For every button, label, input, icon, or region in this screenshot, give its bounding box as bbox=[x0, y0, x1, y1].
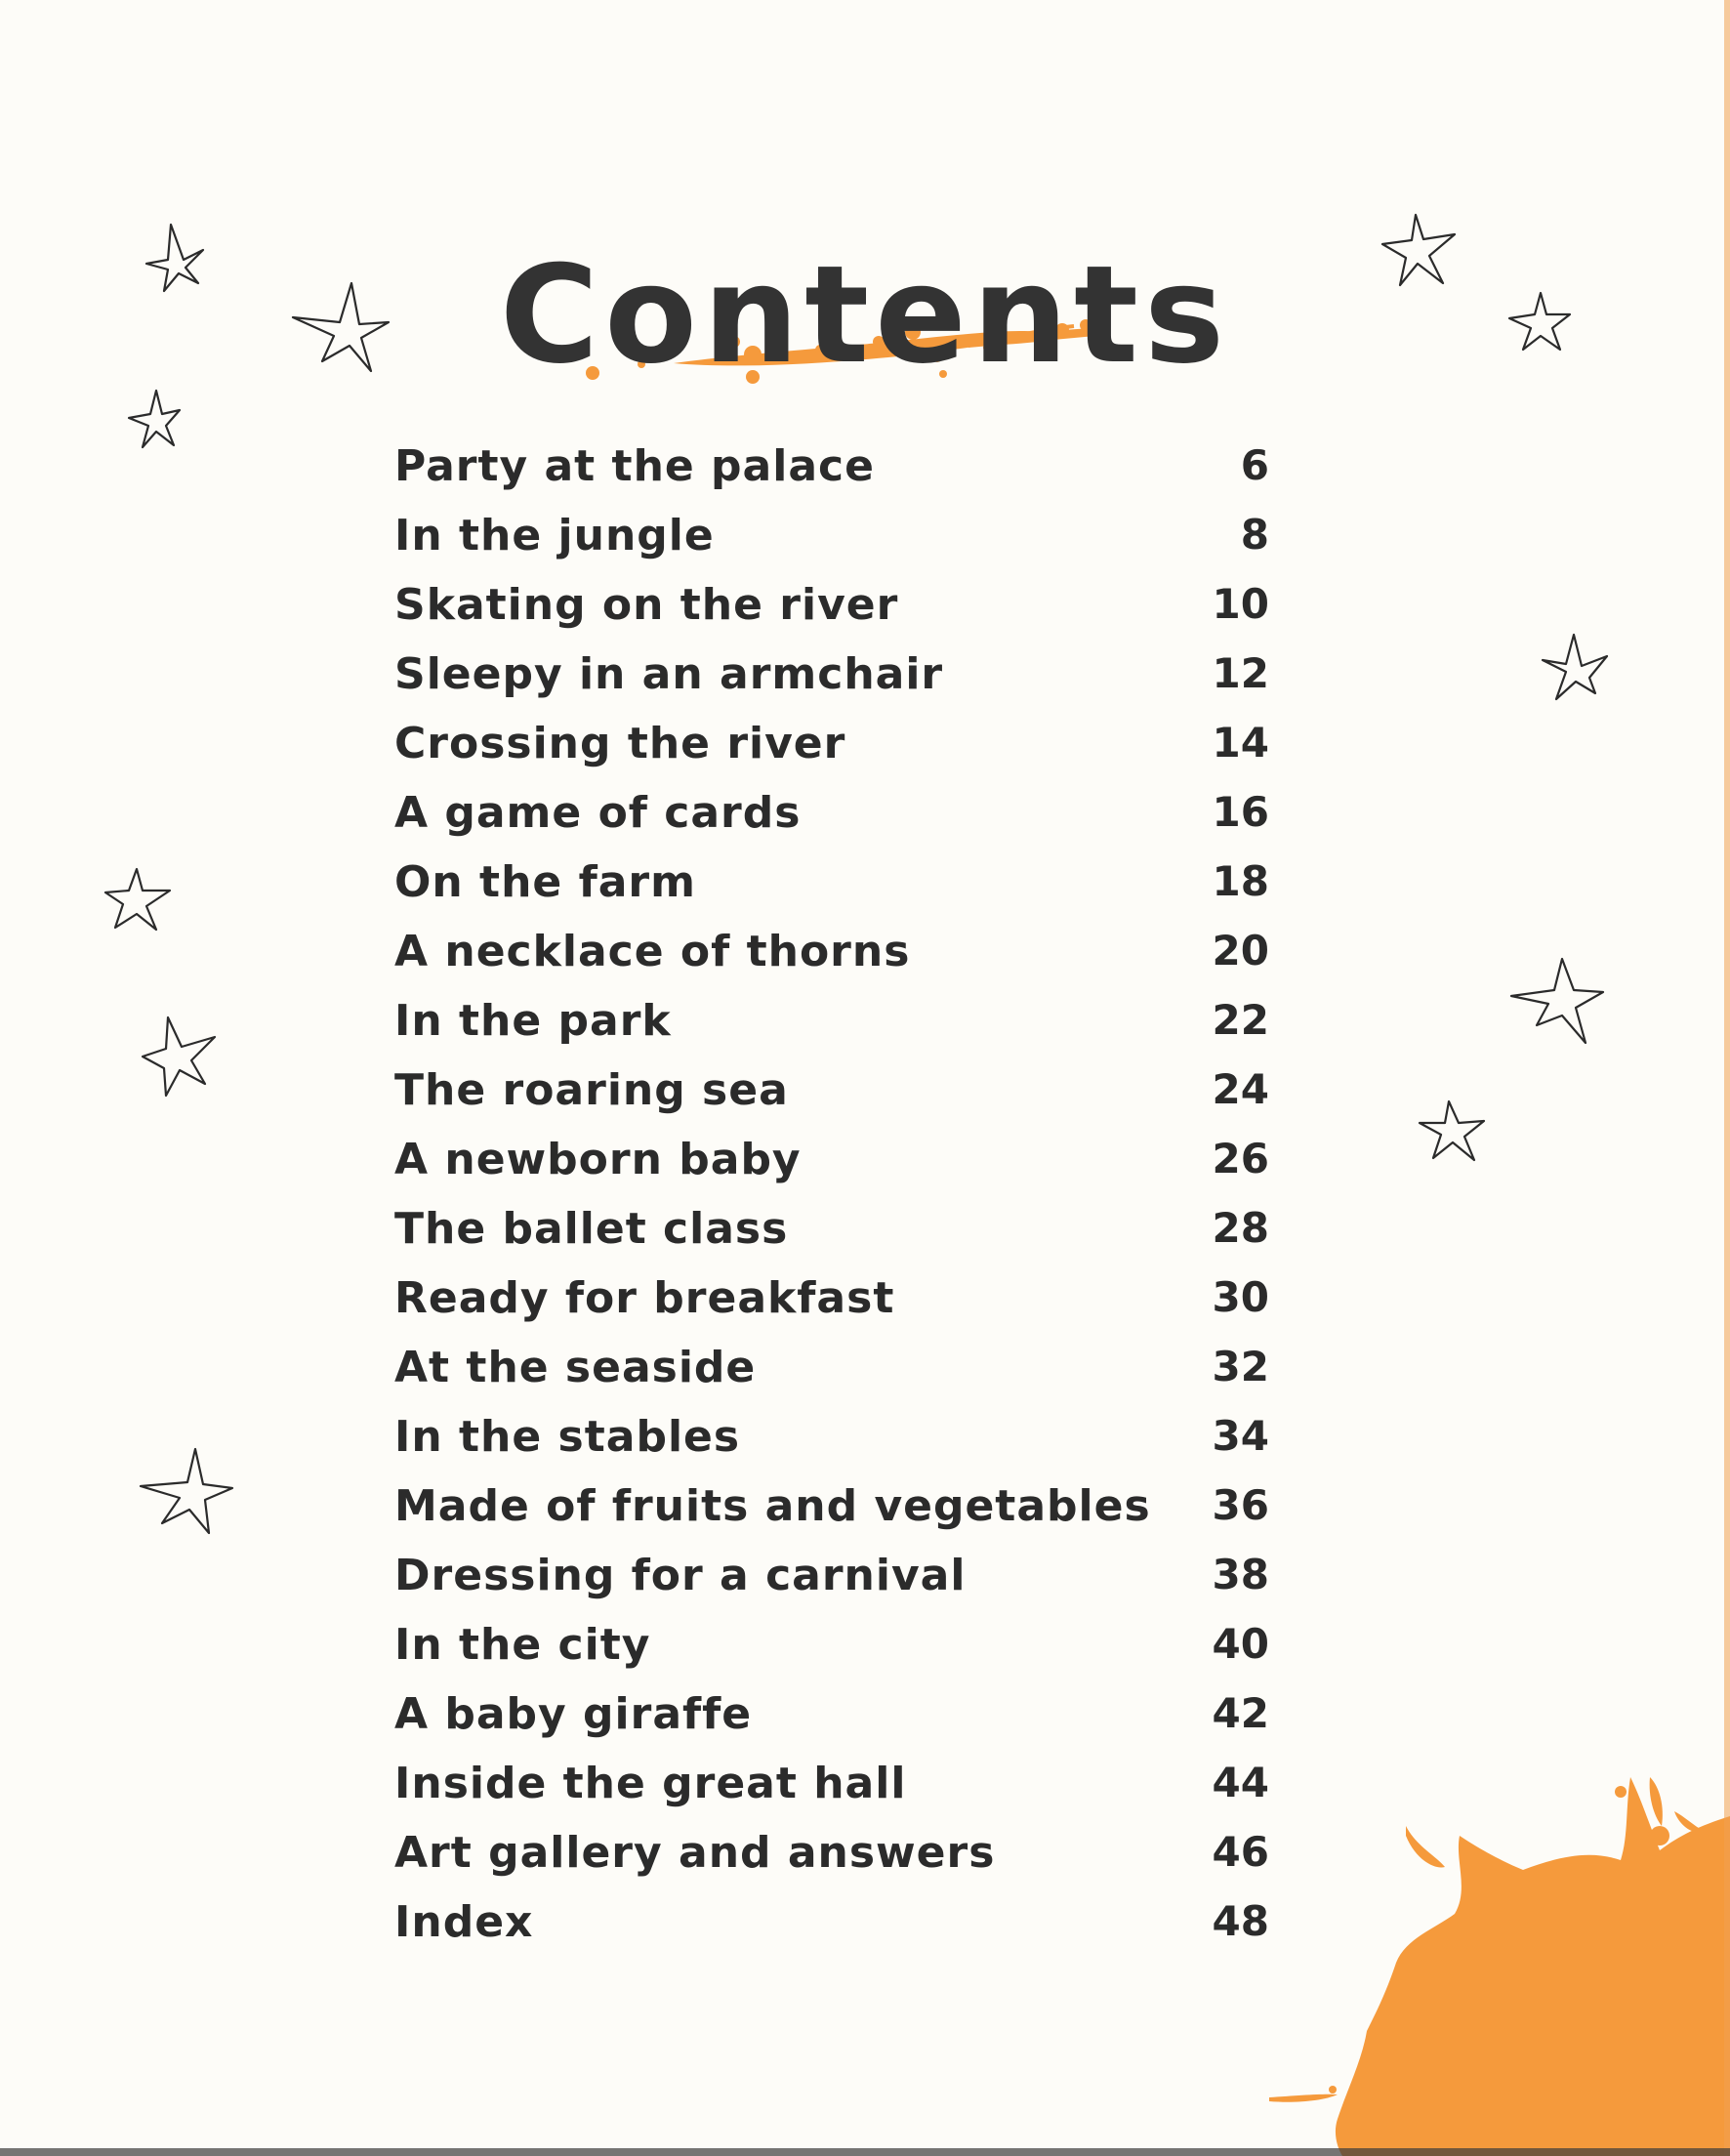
toc-entry-page-number: 22 bbox=[1212, 996, 1269, 1044]
toc-entry-page-number: 18 bbox=[1212, 857, 1269, 905]
toc-entry-title: The roaring sea bbox=[394, 1065, 789, 1115]
corner-splatter bbox=[1269, 1777, 1730, 2156]
toc-entry bbox=[394, 1204, 1269, 1273]
toc-entry bbox=[394, 1689, 1269, 1759]
toc-entry-page-number: 34 bbox=[1212, 1412, 1269, 1460]
toc-entry bbox=[394, 1412, 1269, 1481]
toc-entry bbox=[394, 1343, 1269, 1412]
toc-entry-title: Index bbox=[394, 1897, 534, 1947]
page-edge bbox=[0, 2148, 1730, 2156]
toc-entry-page-number: 8 bbox=[1240, 511, 1269, 559]
toc-entry bbox=[394, 580, 1269, 649]
toc-entry-title: In the stables bbox=[394, 1412, 741, 1462]
toc-entry-page-number: 12 bbox=[1212, 649, 1269, 697]
toc-entry bbox=[394, 788, 1269, 857]
toc-entry-title: The ballet class bbox=[394, 1204, 789, 1254]
toc-entry-page-number: 42 bbox=[1212, 1689, 1269, 1737]
toc-entry-page-number: 46 bbox=[1212, 1828, 1269, 1876]
toc-entry bbox=[394, 1481, 1269, 1551]
toc-entry-title: In the jungle bbox=[394, 511, 715, 560]
toc-entry bbox=[394, 996, 1269, 1065]
toc-entry-page-number: 36 bbox=[1212, 1481, 1269, 1529]
toc-entry bbox=[394, 1620, 1269, 1689]
toc-entry bbox=[394, 1551, 1269, 1620]
toc-entry-title: Inside the great hall bbox=[394, 1759, 907, 1808]
toc-entry-title: At the seaside bbox=[394, 1343, 757, 1392]
toc-entry bbox=[394, 1759, 1269, 1828]
toc-entry bbox=[394, 719, 1269, 788]
star-icon bbox=[105, 869, 170, 930]
toc-entry-title: Art gallery and answers bbox=[394, 1828, 996, 1878]
toc-entry bbox=[394, 1273, 1269, 1343]
toc-entry-title: A baby giraffe bbox=[394, 1689, 753, 1739]
star-icon bbox=[143, 1017, 215, 1096]
toc-entry-page-number: 14 bbox=[1212, 719, 1269, 767]
toc-entry-title: Crossing the river bbox=[394, 719, 846, 768]
toc-entry-page-number: 20 bbox=[1212, 927, 1269, 974]
toc-entry bbox=[394, 649, 1269, 719]
star-icon bbox=[1511, 959, 1603, 1043]
toc-entry bbox=[394, 441, 1269, 511]
toc-entry-page-number: 32 bbox=[1212, 1343, 1269, 1390]
toc-entry-page-number: 10 bbox=[1212, 580, 1269, 628]
toc-entry bbox=[394, 1897, 1269, 1967]
toc-entry-title: Ready for breakfast bbox=[394, 1273, 895, 1323]
toc-entry bbox=[394, 511, 1269, 580]
page-edge bbox=[1724, 0, 1730, 2156]
toc-entry-title: In the city bbox=[394, 1620, 651, 1670]
star-icon bbox=[141, 1449, 232, 1533]
toc-entry bbox=[394, 857, 1269, 927]
toc-entry-title: Dressing for a carnival bbox=[394, 1551, 967, 1600]
toc-entry-title: Skating on the river bbox=[394, 580, 899, 630]
toc-entry-title: A game of cards bbox=[394, 788, 802, 838]
toc-entry bbox=[394, 1828, 1269, 1897]
toc-entry-page-number: 28 bbox=[1212, 1204, 1269, 1252]
toc-entry bbox=[394, 927, 1269, 996]
toc-entry bbox=[394, 1135, 1269, 1204]
toc-entry-title: In the park bbox=[394, 996, 672, 1046]
toc-entry-page-number: 38 bbox=[1212, 1551, 1269, 1598]
star-icon bbox=[129, 391, 180, 447]
page-title: Contents bbox=[499, 236, 1231, 394]
toc-entry-title: Sleepy in an armchair bbox=[394, 649, 944, 699]
toc-entry-title: A necklace of thorns bbox=[394, 927, 911, 976]
toc-entry-page-number: 30 bbox=[1212, 1273, 1269, 1321]
table-of-contents bbox=[394, 441, 1269, 1967]
star-icon bbox=[1420, 1101, 1484, 1160]
toc-entry-page-number: 6 bbox=[1240, 441, 1269, 489]
toc-entry-title: On the farm bbox=[394, 857, 696, 907]
toc-entry-title: Party at the palace bbox=[394, 441, 875, 491]
toc-entry bbox=[394, 1065, 1269, 1135]
star-icon bbox=[1543, 635, 1607, 699]
toc-entry-page-number: 24 bbox=[1212, 1065, 1269, 1113]
toc-entry-page-number: 26 bbox=[1212, 1135, 1269, 1182]
toc-entry-title: Made of fruits and vegetables bbox=[394, 1481, 1151, 1531]
toc-entry-page-number: 44 bbox=[1212, 1759, 1269, 1806]
toc-entry-page-number: 16 bbox=[1212, 788, 1269, 836]
toc-entry-page-number: 40 bbox=[1212, 1620, 1269, 1668]
toc-entry-title: A newborn baby bbox=[394, 1135, 802, 1184]
toc-entry-page-number: 48 bbox=[1212, 1897, 1269, 1945]
